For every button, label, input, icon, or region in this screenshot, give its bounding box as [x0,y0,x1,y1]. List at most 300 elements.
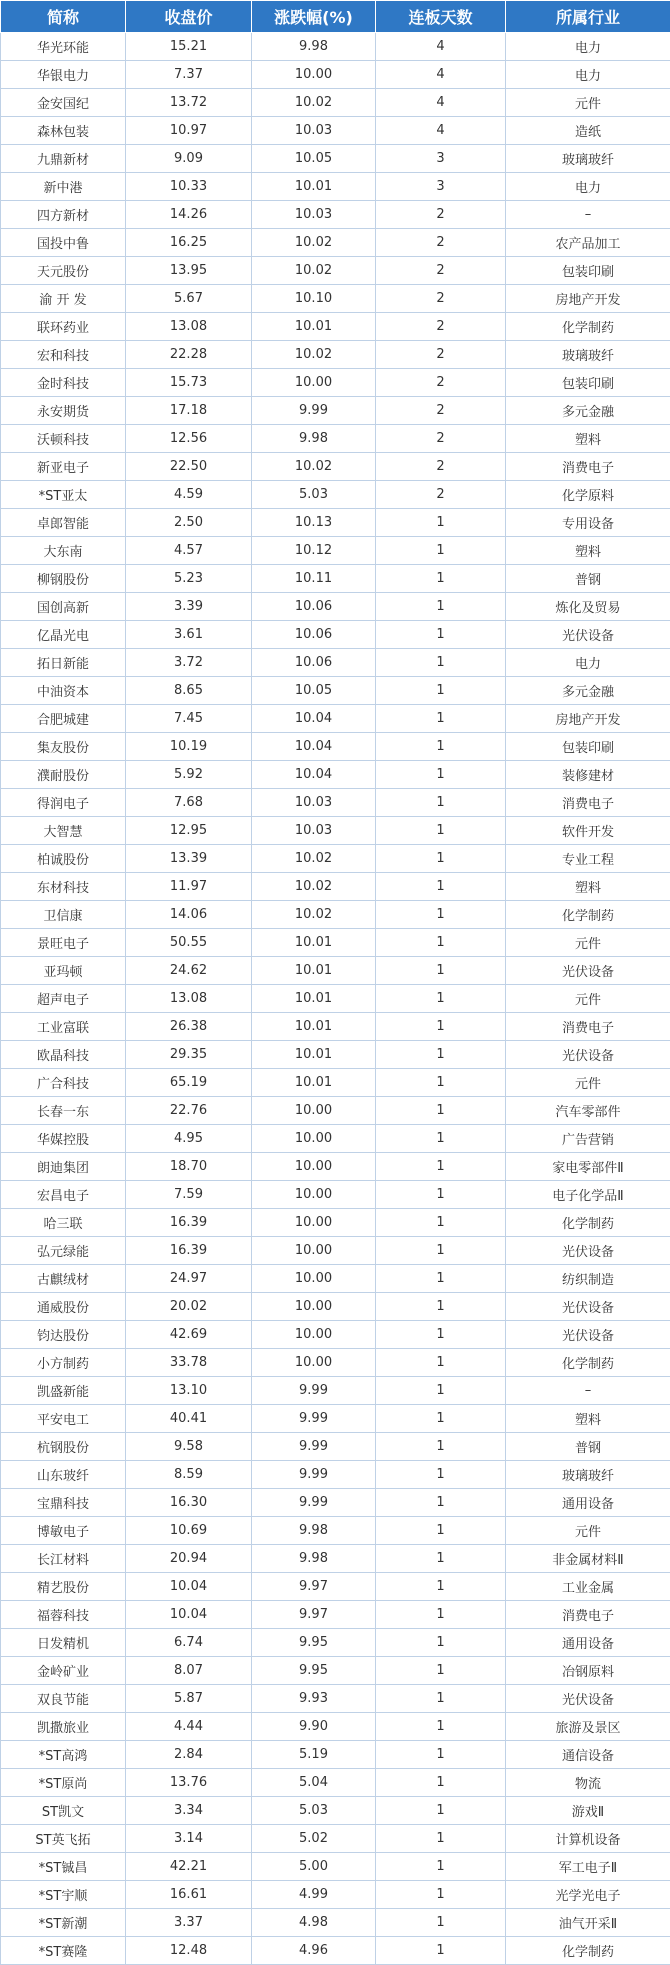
cell-industry: 玻璃玻纤 [506,1461,670,1489]
cell-industry: 塑料 [506,873,670,901]
cell-consecutive-days: 1 [376,1293,506,1321]
cell-close-price: 7.45 [126,705,252,733]
cell-change-percent: 10.02 [252,89,376,117]
cell-industry: 电子化学品Ⅱ [506,1181,670,1209]
header-row [1,1,670,33]
cell-name: 平安电工 [1,1405,126,1433]
table-row [1,1573,670,1601]
cell-industry: 玻璃玻纤 [506,341,670,369]
cell-change-percent: 9.97 [252,1601,376,1629]
cell-consecutive-days: 2 [376,481,506,509]
cell-name: 博敏电子 [1,1517,126,1545]
cell-change-percent: 10.00 [252,61,376,89]
cell-change-percent: 10.00 [252,1265,376,1293]
cell-change-percent: 10.06 [252,649,376,677]
table-row [1,229,670,257]
cell-name: 渝 开 发 [1,285,126,313]
cell-consecutive-days: 1 [376,1545,506,1573]
table-row [1,1685,670,1713]
cell-close-price: 13.10 [126,1377,252,1405]
cell-name: 天元股份 [1,257,126,285]
cell-consecutive-days: 1 [376,677,506,705]
cell-name: 拓日新能 [1,649,126,677]
cell-industry: 塑料 [506,425,670,453]
table-row [1,1769,670,1797]
cell-change-percent: 10.02 [252,873,376,901]
cell-close-price: 4.44 [126,1713,252,1741]
cell-consecutive-days: 1 [376,1489,506,1517]
cell-change-percent: 9.99 [252,397,376,425]
table-row [1,1797,670,1825]
cell-industry: 元件 [506,929,670,957]
cell-close-price: 8.59 [126,1461,252,1489]
cell-industry: – [506,1377,670,1405]
cell-consecutive-days: 4 [376,33,506,61]
cell-change-percent: 10.03 [252,117,376,145]
cell-consecutive-days: 2 [376,313,506,341]
cell-name: 新中港 [1,173,126,201]
cell-name: 凯撒旅业 [1,1713,126,1741]
cell-consecutive-days: 1 [376,621,506,649]
cell-name: 华银电力 [1,61,126,89]
table-row [1,1069,670,1097]
cell-name: 卫信康 [1,901,126,929]
cell-name: 大东南 [1,537,126,565]
cell-consecutive-days: 1 [376,929,506,957]
table-row [1,1237,670,1265]
cell-consecutive-days: 4 [376,89,506,117]
cell-consecutive-days: 1 [376,1097,506,1125]
cell-consecutive-days: 1 [376,1517,506,1545]
cell-consecutive-days: 2 [376,453,506,481]
table-row [1,1741,670,1769]
cell-close-price: 16.61 [126,1881,252,1909]
table-row [1,1181,670,1209]
table-row [1,761,670,789]
cell-consecutive-days: 1 [376,1013,506,1041]
cell-name: 沃顿科技 [1,425,126,453]
cell-change-percent: 10.04 [252,761,376,789]
cell-industry: 光学光电子 [506,1881,670,1909]
cell-change-percent: 10.06 [252,593,376,621]
cell-industry: 光伏设备 [506,1321,670,1349]
cell-industry: 塑料 [506,537,670,565]
cell-close-price: 13.72 [126,89,252,117]
cell-consecutive-days: 3 [376,145,506,173]
cell-industry: 普钢 [506,565,670,593]
cell-name: 超声电子 [1,985,126,1013]
cell-close-price: 50.55 [126,929,252,957]
cell-name: 合肥城建 [1,705,126,733]
cell-industry: 普钢 [506,1433,670,1461]
cell-industry: 化学制药 [506,1349,670,1377]
table-row [1,33,670,61]
cell-change-percent: 10.12 [252,537,376,565]
cell-industry: 房地产开发 [506,705,670,733]
cell-consecutive-days: 1 [376,1881,506,1909]
table-row [1,1657,670,1685]
cell-name: 山东玻纤 [1,1461,126,1489]
cell-industry: 元件 [506,1517,670,1545]
table-row [1,425,670,453]
table-row [1,1377,670,1405]
cell-close-price: 15.21 [126,33,252,61]
cell-name: 长江材料 [1,1545,126,1573]
cell-consecutive-days: 1 [376,901,506,929]
cell-industry: 消费电子 [506,789,670,817]
cell-change-percent: 4.98 [252,1909,376,1937]
cell-change-percent: 9.97 [252,1573,376,1601]
cell-name: 柳钢股份 [1,565,126,593]
cell-change-percent: 9.99 [252,1377,376,1405]
cell-name: *ST亚太 [1,481,126,509]
cell-close-price: 33.78 [126,1349,252,1377]
cell-industry: 包装印刷 [506,257,670,285]
cell-industry: 元件 [506,985,670,1013]
cell-change-percent: 10.02 [252,257,376,285]
cell-change-percent: 9.93 [252,1685,376,1713]
cell-change-percent: 9.98 [252,1517,376,1545]
cell-close-price: 3.61 [126,621,252,649]
cell-close-price: 10.04 [126,1573,252,1601]
cell-consecutive-days: 1 [376,789,506,817]
table-row [1,1517,670,1545]
cell-consecutive-days: 1 [376,817,506,845]
cell-close-price: 11.97 [126,873,252,901]
cell-change-percent: 10.03 [252,817,376,845]
cell-change-percent: 10.00 [252,1125,376,1153]
cell-name: 工业富联 [1,1013,126,1041]
cell-name: *ST高鸿 [1,1741,126,1769]
cell-change-percent: 5.04 [252,1769,376,1797]
cell-change-percent: 9.95 [252,1629,376,1657]
cell-industry: 冶钢原料 [506,1657,670,1685]
cell-close-price: 65.19 [126,1069,252,1097]
cell-close-price: 14.06 [126,901,252,929]
cell-name: 小方制药 [1,1349,126,1377]
cell-consecutive-days: 1 [376,733,506,761]
cell-consecutive-days: 1 [376,1573,506,1601]
cell-industry: 农产品加工 [506,229,670,257]
cell-name: 森林包装 [1,117,126,145]
cell-consecutive-days: 1 [376,1405,506,1433]
table-row [1,1825,670,1853]
table-row [1,649,670,677]
cell-change-percent: 5.03 [252,481,376,509]
cell-industry: 光伏设备 [506,1041,670,1069]
cell-change-percent: 10.10 [252,285,376,313]
cell-industry: 电力 [506,61,670,89]
table-row [1,453,670,481]
cell-change-percent: 10.02 [252,229,376,257]
cell-consecutive-days: 1 [376,1741,506,1769]
cell-consecutive-days: 1 [376,845,506,873]
cell-name: 柏诚股份 [1,845,126,873]
cell-close-price: 3.39 [126,593,252,621]
cell-close-price: 4.95 [126,1125,252,1153]
cell-consecutive-days: 1 [376,1349,506,1377]
table-row [1,1461,670,1489]
cell-industry: 专业工程 [506,845,670,873]
table-row [1,957,670,985]
cell-consecutive-days: 2 [376,397,506,425]
cell-change-percent: 10.00 [252,1181,376,1209]
cell-change-percent: 10.01 [252,1013,376,1041]
cell-change-percent: 10.01 [252,173,376,201]
cell-industry: – [506,201,670,229]
cell-industry: 光伏设备 [506,1237,670,1265]
cell-close-price: 10.69 [126,1517,252,1545]
cell-close-price: 5.23 [126,565,252,593]
cell-name: 华光环能 [1,33,126,61]
cell-name: 精艺股份 [1,1573,126,1601]
cell-industry: 工业金属 [506,1573,670,1601]
cell-name: 中油资本 [1,677,126,705]
cell-industry: 专用设备 [506,509,670,537]
table-row [1,313,670,341]
cell-close-price: 2.50 [126,509,252,537]
table-row [1,537,670,565]
cell-change-percent: 4.99 [252,1881,376,1909]
cell-close-price: 3.37 [126,1909,252,1937]
cell-name: 双良节能 [1,1685,126,1713]
cell-industry: 游戏Ⅱ [506,1797,670,1825]
cell-name: 古麒绒材 [1,1265,126,1293]
cell-consecutive-days: 2 [376,229,506,257]
table-row [1,677,670,705]
cell-industry: 纺织制造 [506,1265,670,1293]
cell-name: 卓郎智能 [1,509,126,537]
cell-name: 杭钢股份 [1,1433,126,1461]
cell-close-price: 13.39 [126,845,252,873]
table-row [1,565,670,593]
table-row [1,173,670,201]
table-row [1,1125,670,1153]
cell-consecutive-days: 2 [376,341,506,369]
cell-consecutive-days: 1 [376,565,506,593]
cell-consecutive-days: 1 [376,1853,506,1881]
cell-consecutive-days: 1 [376,1321,506,1349]
cell-change-percent: 10.02 [252,901,376,929]
cell-change-percent: 10.01 [252,1041,376,1069]
cell-change-percent: 10.01 [252,1069,376,1097]
cell-name: 亿晶光电 [1,621,126,649]
cell-consecutive-days: 1 [376,1601,506,1629]
cell-change-percent: 9.99 [252,1405,376,1433]
cell-industry: 元件 [506,89,670,117]
cell-change-percent: 10.00 [252,1293,376,1321]
table-row [1,145,670,173]
cell-change-percent: 10.06 [252,621,376,649]
header-name: 简称 [1,1,126,33]
cell-name: 国投中鲁 [1,229,126,257]
cell-close-price: 7.68 [126,789,252,817]
cell-change-percent: 10.05 [252,677,376,705]
cell-name: 九鼎新材 [1,145,126,173]
table-row [1,733,670,761]
cell-change-percent: 10.00 [252,1153,376,1181]
table-row [1,1349,670,1377]
cell-name: *ST原尚 [1,1769,126,1797]
table-row [1,901,670,929]
cell-close-price: 16.30 [126,1489,252,1517]
cell-industry: 化学制药 [506,1209,670,1237]
cell-change-percent: 10.00 [252,369,376,397]
cell-consecutive-days: 1 [376,1377,506,1405]
cell-name: 金安国纪 [1,89,126,117]
cell-consecutive-days: 1 [376,1713,506,1741]
cell-name: 景旺电子 [1,929,126,957]
cell-change-percent: 10.05 [252,145,376,173]
cell-change-percent: 10.04 [252,733,376,761]
cell-consecutive-days: 1 [376,1181,506,1209]
cell-consecutive-days: 1 [376,537,506,565]
table-row [1,341,670,369]
cell-consecutive-days: 1 [376,1125,506,1153]
cell-consecutive-days: 1 [376,1153,506,1181]
cell-industry: 消费电子 [506,1601,670,1629]
cell-consecutive-days: 1 [376,1685,506,1713]
cell-close-price: 22.50 [126,453,252,481]
table-row [1,1853,670,1881]
cell-change-percent: 5.02 [252,1825,376,1853]
cell-close-price: 17.18 [126,397,252,425]
cell-industry: 化学制药 [506,901,670,929]
cell-consecutive-days: 1 [376,1825,506,1853]
cell-close-price: 13.76 [126,1769,252,1797]
cell-consecutive-days: 1 [376,1909,506,1937]
cell-industry: 通用设备 [506,1629,670,1657]
cell-close-price: 42.69 [126,1321,252,1349]
cell-name: *ST宇顺 [1,1881,126,1909]
cell-close-price: 24.62 [126,957,252,985]
cell-name: 欧晶科技 [1,1041,126,1069]
cell-industry: 造纸 [506,117,670,145]
cell-close-price: 5.92 [126,761,252,789]
cell-name: ST凯文 [1,1797,126,1825]
cell-close-price: 16.39 [126,1209,252,1237]
cell-industry: 光伏设备 [506,957,670,985]
cell-change-percent: 10.13 [252,509,376,537]
table-row [1,117,670,145]
cell-close-price: 2.84 [126,1741,252,1769]
cell-consecutive-days: 1 [376,985,506,1013]
table-row [1,1321,670,1349]
cell-change-percent: 9.98 [252,33,376,61]
cell-industry: 化学制药 [506,1937,670,1965]
table-row [1,1601,670,1629]
cell-close-price: 6.74 [126,1629,252,1657]
table-row [1,1909,670,1937]
cell-industry: 房地产开发 [506,285,670,313]
cell-industry: 化学原料 [506,481,670,509]
cell-consecutive-days: 1 [376,1209,506,1237]
cell-name: 长春一东 [1,1097,126,1125]
cell-industry: 光伏设备 [506,1293,670,1321]
cell-change-percent: 5.03 [252,1797,376,1825]
cell-change-percent: 9.98 [252,1545,376,1573]
cell-close-price: 7.37 [126,61,252,89]
table-row [1,397,670,425]
table-row [1,985,670,1013]
cell-close-price: 20.02 [126,1293,252,1321]
cell-close-price: 40.41 [126,1405,252,1433]
table-row [1,1209,670,1237]
table-body [1,33,670,1965]
cell-consecutive-days: 4 [376,117,506,145]
table-row [1,705,670,733]
cell-industry: 消费电子 [506,1013,670,1041]
cell-industry: 消费电子 [506,453,670,481]
cell-industry: 软件开发 [506,817,670,845]
cell-close-price: 18.70 [126,1153,252,1181]
table-row [1,61,670,89]
cell-change-percent: 5.00 [252,1853,376,1881]
cell-close-price: 7.59 [126,1181,252,1209]
cell-consecutive-days: 1 [376,1433,506,1461]
cell-change-percent: 10.03 [252,201,376,229]
cell-change-percent: 10.00 [252,1349,376,1377]
cell-close-price: 13.95 [126,257,252,285]
cell-industry: 包装印刷 [506,733,670,761]
cell-industry: 汽车零部件 [506,1097,670,1125]
table-row [1,621,670,649]
cell-consecutive-days: 2 [376,201,506,229]
header-change-percent: 涨跌幅(%) [252,1,376,33]
cell-name: 日发精机 [1,1629,126,1657]
cell-industry: 旅游及景区 [506,1713,670,1741]
table-row [1,1013,670,1041]
cell-close-price: 10.19 [126,733,252,761]
table-row [1,1881,670,1909]
cell-close-price: 22.28 [126,341,252,369]
cell-consecutive-days: 1 [376,1937,506,1965]
cell-close-price: 3.14 [126,1825,252,1853]
table-row [1,1293,670,1321]
cell-close-price: 12.48 [126,1937,252,1965]
cell-industry: 包装印刷 [506,369,670,397]
cell-industry: 非金属材料Ⅱ [506,1545,670,1573]
header-close-price: 收盘价 [126,1,252,33]
cell-consecutive-days: 1 [376,593,506,621]
cell-industry: 光伏设备 [506,621,670,649]
table-header [1,1,670,33]
cell-name: 宏昌电子 [1,1181,126,1209]
cell-name: 东材科技 [1,873,126,901]
table-row [1,1629,670,1657]
cell-industry: 多元金融 [506,397,670,425]
cell-close-price: 10.04 [126,1601,252,1629]
cell-consecutive-days: 1 [376,1069,506,1097]
cell-close-price: 3.34 [126,1797,252,1825]
cell-name: 福蓉科技 [1,1601,126,1629]
cell-industry: 电力 [506,33,670,61]
cell-close-price: 8.65 [126,677,252,705]
cell-close-price: 10.97 [126,117,252,145]
cell-close-price: 8.07 [126,1657,252,1685]
cell-change-percent: 10.03 [252,789,376,817]
cell-industry: 油气开采Ⅱ [506,1909,670,1937]
table-row [1,481,670,509]
cell-name: 金岭矿业 [1,1657,126,1685]
cell-name: 通威股份 [1,1293,126,1321]
cell-close-price: 3.72 [126,649,252,677]
cell-change-percent: 4.96 [252,1937,376,1965]
cell-industry: 元件 [506,1069,670,1097]
cell-change-percent: 9.99 [252,1433,376,1461]
cell-close-price: 26.38 [126,1013,252,1041]
cell-name: 永安期货 [1,397,126,425]
